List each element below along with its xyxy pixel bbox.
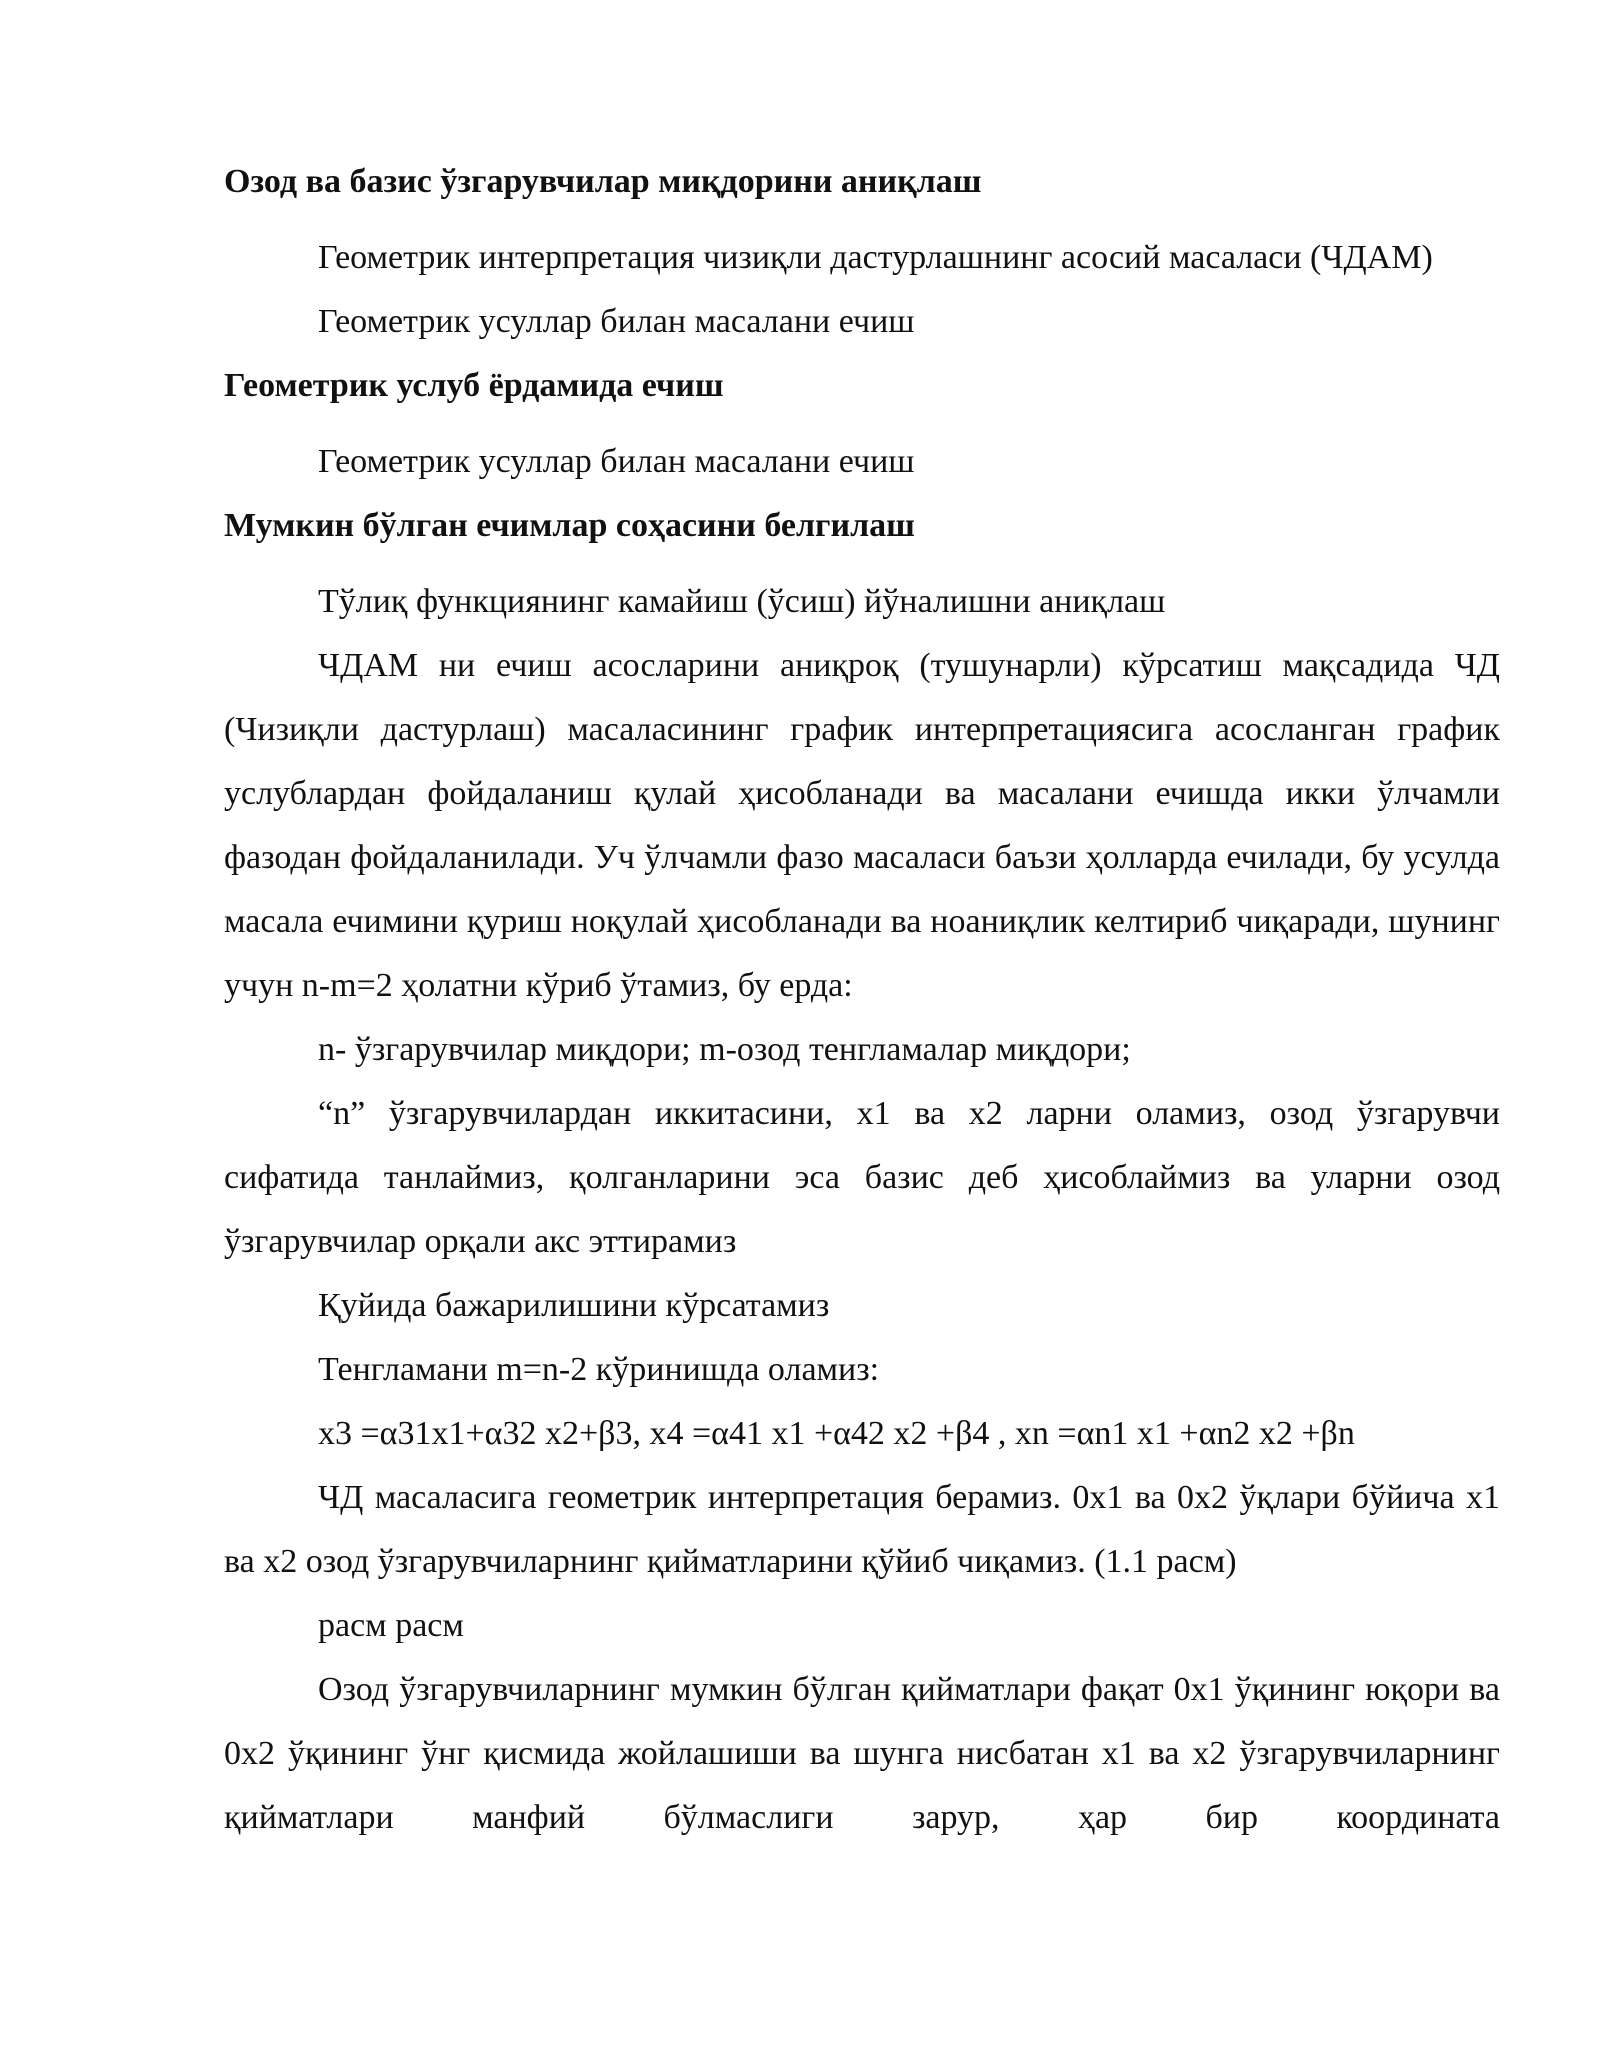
paragraph: n- ўзгарувчилар миқдори; m-озод тенгламалар миқдори; (318, 1031, 1131, 1068)
paragraph: “n” ўзгарувчилардан иккитасини, x1 ва x2 ларни оламиз, озод ўзгарувчи сифатида танлаймиз, қолганларини эса базис деб ҳисоблаймиз ва уларни озод ўзгарувчилар орқали акс эттирамиз (224, 1095, 1500, 1260)
paragraph: Геометрик усуллар билан масалани ечиш (318, 303, 915, 340)
paragraph: Тўлиқ функциянинг камайиш (ўсиш) йўналишни аниқлаш (318, 583, 1166, 620)
paragraph: Геометрик усуллар билан масалани ечиш (318, 443, 915, 480)
paragraph: ЧДАМ ни ечиш асосларини аниқроқ (тушунарли) кўрсатиш мақсадида ЧД (Чизиқли дастурлаш) масаласининг график интерпретациясига асосланган график услублардан фойдаланиш қулай ҳисобланади ва масалани ечишда икки ўлчамли фазодан фойдаланилади. Уч ўлчамли фазо масаласи баъзи ҳолларда ечилади, бу усулда масала ечимини қуриш ноқулай ҳисобланади ва ноаниқлик келтириб чиқаради, шунинг учун n-m=2 ҳолатни кўриб ўтамиз, бу ерда: (224, 647, 1500, 1004)
section-heading: Мумкин бўлган ечимлар соҳасини белгилаш (224, 507, 915, 544)
paragraph: Қуйида бажарилишини кўрсатамиз (318, 1287, 830, 1324)
paragraph: Тенгламани m=n-2 кўринишда оламиз: (318, 1351, 880, 1388)
section-heading: Геометрик услуб ёрдамида ечиш (224, 367, 724, 404)
document-page (224, 150, 1500, 1850)
figure-caption-placeholder: расм расм (318, 1607, 464, 1644)
formula-line: x3 =α31x1+α32 x2+β3, x4 =α41 x1 +α42 x2 +β4 , xn =αn1 x1 +αn2 x2 +βn (318, 1415, 1355, 1452)
paragraph: Озод ўзгарувчиларнинг мумкин бўлган қийматлари фақат 0x1 ўқининг юқори ва 0x2 ўқининг ўнг қисмида жойлашиши ва шунга нисбатан x1 ва x2 ўзгарувчиларнинг қийматлари манфий бўлмаслиги зарур, ҳар бир координата (224, 1671, 1500, 1836)
paragraph: Геометрик интерпретация чизиқли дастурлашнинг асосий масаласи (ЧДАМ) (318, 239, 1433, 276)
paragraph: ЧД масаласига геометрик интерпретация берамиз. 0x1 ва 0x2 ўқлари бўйича x1 ва x2 озод ўзгарувчиларнинг қийматларини қўйиб чиқамиз. (1.1 расм) (224, 1479, 1500, 1580)
section-heading: Озод ва базис ўзгарувчилар миқдорини аниқлаш (224, 163, 982, 200)
